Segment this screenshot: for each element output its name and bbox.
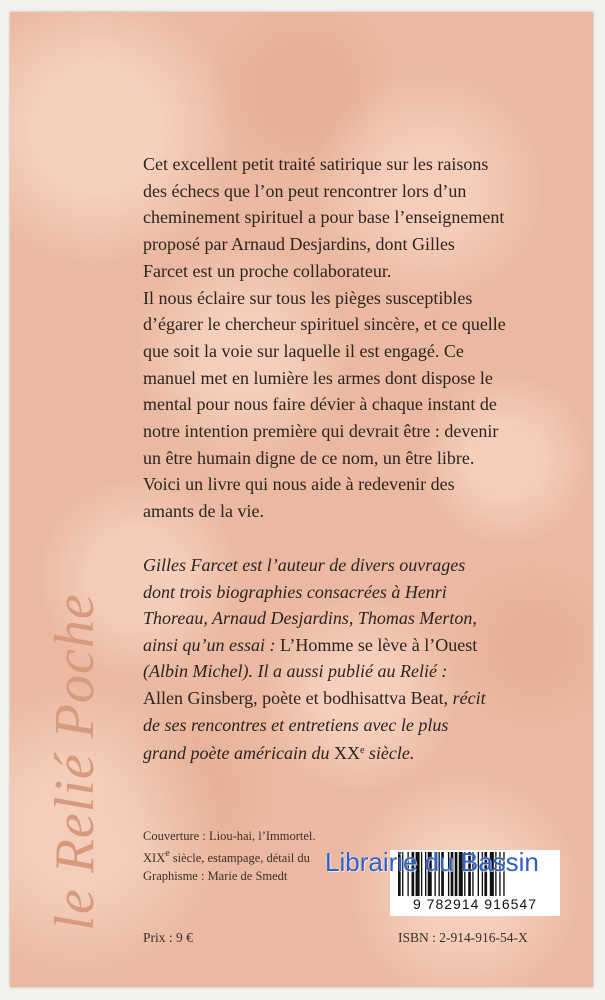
bio-line: (Albin Michel). Il a aussi publié au Relié :	[143, 661, 448, 682]
bio-text: siècle.	[364, 743, 415, 764]
bio-line: dont trois biographies consacrées à Henri	[143, 581, 447, 602]
description-line: mental pour nous faire dévier à chaque instant de	[143, 394, 497, 415]
century-superscript: e	[359, 745, 365, 757]
price-label: Prix : 9 €	[143, 930, 193, 945]
book-title: L’Homme se lève à l’Ouest	[280, 634, 478, 655]
description-line: notre intention première qui devrait être : devenir	[143, 421, 499, 442]
description-line: manuel met en lumière les armes dont dispose le	[143, 367, 493, 388]
description-line: cheminement spirituel a pour base l’enseignement	[143, 207, 505, 228]
credits-superscript: e	[165, 848, 170, 859]
description-line: un être humain digne de ce nom, un être libre.	[143, 447, 475, 468]
credits-text: siècle, estampage, détail du	[169, 851, 310, 865]
series-title-text: le Relié Poche	[44, 593, 106, 931]
description-line: des échecs que l’on peut rencontrer lors d’un	[143, 180, 467, 201]
description-line: amants de la vie.	[143, 501, 264, 522]
bio-text: ainsi qu’un essai :	[143, 634, 280, 655]
bio-line: Thoreau, Arnaud Desjardins, Thomas Merton,	[143, 608, 477, 629]
barcode-number: 9 782914 916547	[413, 896, 537, 912]
description-line: Il nous éclaire sur tous les pièges susceptibles	[143, 287, 473, 308]
author-bio-paragraph	[143, 552, 553, 767]
bio-text: grand poète américain du	[143, 743, 334, 764]
isbn-label: ISBN : 2-914-916-54-X	[398, 930, 528, 945]
description-paragraph	[143, 151, 553, 525]
description-line: Cet excellent petit traité satirique sur les raisons	[143, 154, 489, 174]
credits-line: Graphisme : Marie de Smedt	[143, 869, 288, 883]
bio-line	[143, 738, 553, 767]
description-line: Farcet est un proche collaborateur.	[143, 260, 392, 281]
book-title: Allen Ginsberg, poète et bodhisattva Beat,	[143, 687, 449, 708]
bookseller-watermark: Librairie du Bassin	[325, 847, 539, 877]
bio-line: Gilles Farcet est l’auteur de divers ouvrages	[143, 555, 466, 575]
description-line: Voici un livre qui nous aide à redevenir des	[143, 474, 455, 495]
bio-line	[143, 632, 553, 659]
description-line: proposé par Arnaud Desjardins, dont Gilles	[143, 234, 455, 255]
description-line: que soit la voie sur laquelle il est engagé. Ce	[143, 340, 464, 361]
series-title	[30, 582, 120, 942]
credits-line: Couverture : Liou-hai, l’Immortel.	[143, 829, 316, 843]
back-cover	[10, 12, 593, 987]
century-numeral: XX	[333, 743, 360, 764]
bio-line: de ses rencontres et entretiens avec le plus	[143, 714, 449, 735]
credits-century: XIX	[143, 851, 166, 865]
description-line: d’égarer le chercheur spirituel sincère, et ce quelle	[143, 314, 506, 335]
bio-text: récit	[448, 687, 486, 708]
bio-line	[143, 685, 553, 712]
